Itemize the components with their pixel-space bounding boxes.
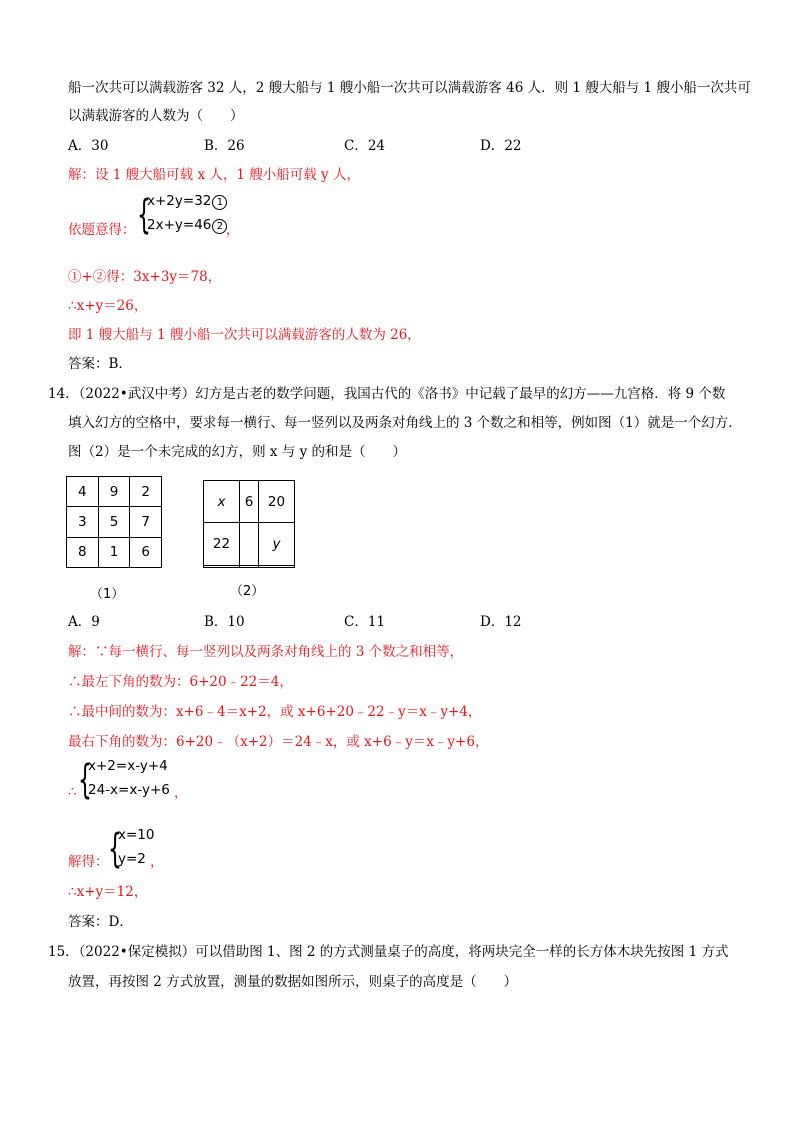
q14-solution-3: ∴最中间的数为：x+6﹣4＝x+2，或 x+6+20﹣22﹣y＝x﹣y+4，: [68, 704, 482, 720]
q14-solution-system: [108, 827, 188, 871]
q13-option-d: D．22: [480, 138, 522, 154]
q14-solve-prefix: 解得：: [68, 854, 109, 870]
q13-option-c: C．24: [344, 138, 386, 154]
q14-option-d: D．12: [480, 614, 522, 630]
grid2-cell: x: [204, 481, 240, 523]
grid1-cell: 3: [67, 507, 99, 537]
q13-equation-1: x+2y=32 1: [147, 193, 227, 210]
q14-option-b: B．10: [204, 614, 245, 630]
q13-option-a: A．30: [68, 138, 109, 154]
grid2-cell: 20: [258, 481, 294, 523]
grid2-cell: 22: [204, 523, 240, 565]
q14-stem-line-1: 14．（2022•武汉中考）幻方是古老的数学问题，我国古代的《洛书》中记载了最早的幻方——九宫格．将 9 个数: [48, 386, 726, 402]
q13-system-prefix: 依题意得：: [68, 222, 136, 238]
q14-solution-2: ∴最左下角的数为：6+20﹣22＝4，: [68, 674, 293, 690]
q14-solution-1: 解：∵每一横行、每一竖列以及两条对角线上的 3 个数之和相等，: [68, 644, 464, 660]
q13-conclusion: 即 1 艘大船与 1 艘小船一次共可以满载游客的人数为 26，: [68, 327, 421, 343]
q14-system-prefix: ∴: [68, 784, 77, 800]
q14-answer: 答案：D．: [68, 914, 133, 930]
q14-option-c: C．11: [344, 614, 386, 630]
q14-option-a: A．9: [68, 614, 100, 630]
q13-step-add: ①+②得：3x+3y＝78，: [68, 269, 222, 285]
q13-system-suffix: ，: [226, 222, 240, 238]
q13-option-b: B．26: [204, 138, 245, 154]
grid2-cell: 6: [240, 481, 259, 523]
q14-solution-4: 最右下角的数为：6+20﹣（x+2）＝24﹣x，或 x+6﹣y＝x﹣y+6，: [68, 734, 489, 750]
grid2-cell: [240, 565, 259, 568]
left-brace-icon: {: [137, 192, 151, 238]
grid1-cell: 6: [130, 537, 162, 567]
q14-stem-line-3: 图（2）是一个未完成的幻方，则 x 与 y 的和是（ ）: [68, 444, 406, 460]
q15-stem-line-2: 放置，再按图 2 方式放置，测量的数据如图所示，则桌子的高度是（ ）: [68, 974, 518, 990]
grid1-cell: 4: [67, 477, 99, 507]
left-brace-icon: {: [78, 757, 92, 803]
q14-stem-line-2: 填入幻方的空格中，要求每一横行、每一竖列以及两条对角线上的 3 个数之和相等，例如图（1）就是一个幻方．: [68, 415, 742, 431]
left-brace-icon: {: [108, 826, 122, 872]
q15-stem-line-1: 15．（2022•保定模拟）可以借助图 1、图 2 的方式测量桌子的高度，将两块完全一样的长方体木块先按图 1 方式: [48, 944, 729, 960]
grid1-cell: 2: [130, 477, 162, 507]
magic-square-1: [66, 476, 162, 568]
grid1-cell: 9: [98, 477, 130, 507]
q13-equation-2: 2x+y=46 2: [147, 217, 227, 234]
magic-square-2-caption: （2）: [230, 584, 265, 599]
q14-solve-eq-2: y=2: [118, 851, 146, 867]
q14-sum: ∴x+y＝12，: [68, 884, 148, 900]
magic-square-1-caption: （1）: [90, 587, 125, 602]
grid1-cell: 8: [67, 537, 99, 567]
grid2-cell: [204, 565, 240, 568]
grid2-cell: y: [258, 523, 294, 565]
q14-equation-2: 24-x=x-y+6: [88, 782, 170, 798]
q13-answer: 答案：B．: [68, 356, 132, 372]
q13-stem-line-1: 船一次共可以满载游客 32 人，2 艘大船与 1 艘小船一次共可以满载游客 46 人．则 1 艘大船与 1 艘小船一次共可: [68, 80, 751, 96]
grid1-cell: 5: [98, 507, 130, 537]
q14-solve-suffix: ，: [150, 854, 164, 870]
q13-solution-setup: 解：设 1 艘大船可载 x 人，1 艘小船可载 y 人，: [68, 167, 360, 183]
q13-stem-line-2: 以满载游客的人数为（ ）: [68, 108, 244, 124]
magic-square-2: [203, 480, 295, 568]
circled-number-icon: 1: [212, 195, 227, 210]
q14-solve-eq-1: x=10: [118, 827, 155, 843]
grid2-cell: [258, 565, 294, 568]
grid2-cell: [240, 523, 259, 565]
q14-equation-1: x+2=x-y+4: [88, 758, 168, 774]
grid1-cell: 7: [130, 507, 162, 537]
q14-system-suffix: ，: [174, 785, 188, 801]
grid1-cell: 1: [98, 537, 130, 567]
q13-step-sum: ∴x+y＝26，: [68, 298, 148, 314]
circled-number-icon: 2: [212, 219, 227, 234]
